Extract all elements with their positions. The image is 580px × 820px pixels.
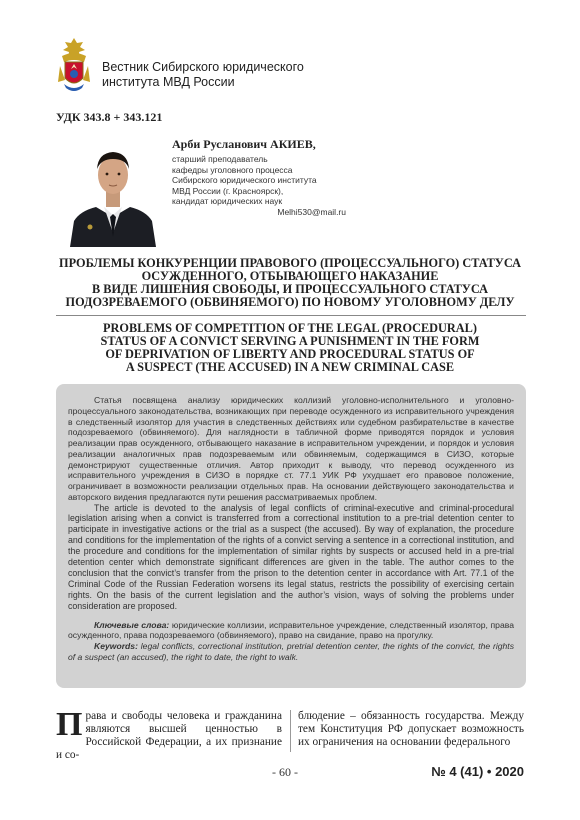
keywords-en-text: legal conflicts, correctional institution, pretrial detention center, the rights of the convict, the rights of a suspect (an accused), the right to date, the right to walk. (68, 641, 514, 662)
body-text-left: рава и свободы человека и гражданина являются высшей ценностью в Российской Федерации, а их признание и со- (56, 710, 282, 761)
title-en-line: STATUS OF A CONVICT SERVING A PUNISHMENT IN THE FORM (100, 334, 480, 348)
journal-header (56, 36, 526, 96)
author-photo (66, 137, 160, 247)
title-ru-line: ОСУЖДЕННОГО, ОТБЫВАЮЩЕГО НАКАЗАНИЕ (141, 269, 439, 283)
journal-title-line2: института МВД России (102, 75, 235, 89)
author-institute: Сибирского юридического института (172, 175, 317, 185)
article-title-ru (40, 257, 540, 309)
title-en-line: A SUSPECT (THE ACCUSED) IN A NEW CRIMINAL CASE (125, 360, 455, 374)
author-name: Арби Русланович АКИЕВ, (172, 137, 316, 151)
author-info (172, 137, 372, 217)
keywords-en (68, 641, 514, 663)
issue-number: № 4 (41) • 2020 (431, 764, 524, 779)
journal-title (102, 60, 304, 90)
keywords-ru-text: юридические коллизии, исправительное учреждение, следственный изолятор, права осужденного, права подозреваемого (обвиняемого), право на свидание, право на прогулку. (68, 619, 514, 641)
body-text-right: блюдение – обязанность государства. Между тем Конституция РФ допускает возможность их ограничения на основании федерального (298, 710, 524, 748)
article-title-en (40, 322, 540, 374)
page-number: - 60 - (272, 765, 298, 779)
body-column-left (56, 706, 282, 762)
title-en-line: PROBLEMS OF COMPETITION OF THE LEGAL (PROCEDURAL) (103, 321, 477, 335)
title-ru-line: ПРОБЛЕМЫ КОНКУРЕНЦИИ ПРАВОВОГО (ПРОЦЕССУАЛЬНОГО) СТАТУСА (59, 256, 521, 270)
title-en-line: OF DEPRIVATION OF LIBERTY AND PROCEDURAL STATUS OF (105, 347, 475, 361)
title-divider (56, 315, 526, 316)
keywords-ru-label: Ключевые слова: (94, 619, 170, 630)
title-ru-line: ПОДОЗРЕВАЕМОГО (ОБВИНЯЕМОГО) ПО НОВОМУ УГОЛОВНОМУ ДЕЛУ (65, 295, 515, 309)
mvd-emblem-icon (56, 36, 92, 94)
drop-cap: П (56, 706, 83, 743)
column-divider (290, 710, 291, 752)
abstract-en: The article is devoted to the analysis of legal conflicts of criminal-executive and criminal-procedural legislation arising when a convict is transferred from a correctional institution to a pre-trial detention center to participate in investigative actions or the trial as a suspect (the accused). By way of explanation, the procedure and conditions for the implementation of the rights of a convict serving a sentence in a correctional institution, and the procedure and conditions for the implementation of similar rights by suspects or accused held in a pre-trial detention center which demonstrate significant differences are given in the table. The author comes to the conclusion that the convict’s transfer from the prison to the detention center in accordance with Art. 77.1 of the Criminal Code of the Russian Federation worsens its legal status, restricts the possibility of exercising certain rights. On the basis of the current legislation and the author’s vision, ways of solving the problems under consideration are proposed. (68, 502, 514, 611)
abstract-box (56, 384, 526, 688)
abstract-ru: Статья посвящена анализу юридических коллизий уголовно-исполнительного и уголовно-процессуального законодательства, возникающих при переводе осужденного из исправительного учреждения в следственный изолятор для участия в следственных действиях или судебном разбирательстве в качестве подозреваемого (обвиняемого). Для наглядности в табличной форме приводятся порядок и условия реализации прав осужденного, отбывающего наказание в исправительном учреждении, и порядок и условия реализации аналогичных прав подозреваемым или обвиняемым, содержащимся в СИЗО, которые демонстрируют существенные отличия. Автор приходит к выводу, что перевод осужденного из исправительного учреждения в СИЗО в порядке ст. 77.1 УИК РФ ухудшает его правовое положение, ограничивает в возможности реализации отдельных прав. На основании действующего законодательства и авторского видения предлагаются пути решения рассматриваемых проблем. (68, 395, 514, 502)
author-department: кафедры уголовного процесса (172, 164, 293, 175)
udk-code: УДК 343.8 + 343.121 (56, 110, 163, 124)
author-city: МВД России (г. Красноярск), (172, 185, 284, 196)
author-position: старший преподаватель (172, 154, 268, 164)
keywords-en-label: Keywords: (94, 641, 138, 652)
author-email[interactable]: Melhi530@mail.ru (277, 206, 346, 217)
keywords-ru (68, 620, 514, 642)
author-degree: кандидат юридических наук (172, 196, 283, 206)
body-column-right (298, 710, 524, 749)
journal-title-line1: Вестник Сибирского юридического (102, 60, 304, 74)
title-ru-line: В ВИДЕ ЛИШЕНИЯ СВОБОДЫ, И ПРОЦЕССУАЛЬНОГО СТАТУСА (92, 282, 488, 296)
